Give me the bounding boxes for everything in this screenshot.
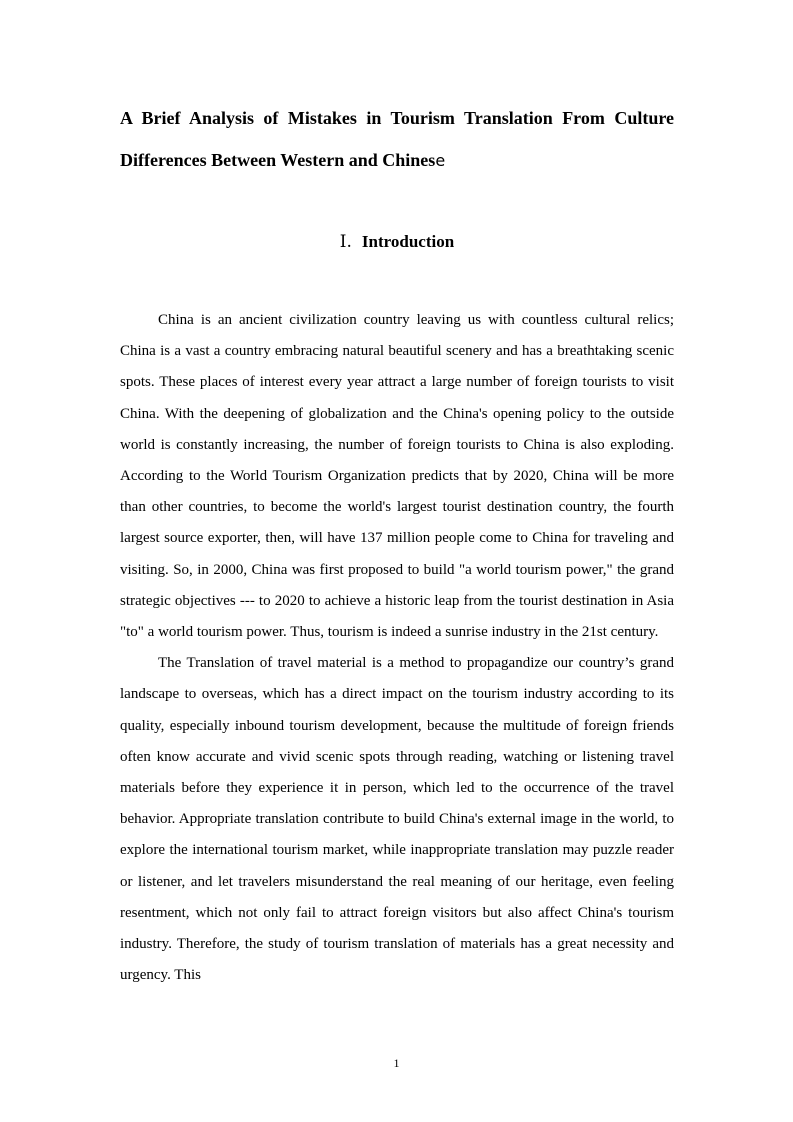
title-line-1: A Brief Analysis of Mistakes in Tourism Translation From Culture — [120, 108, 674, 128]
page-number: 1 — [393, 1056, 400, 1070]
title-line-2-tail: e — [435, 151, 446, 170]
body-text — [120, 305, 674, 991]
section-numeral: Ⅰ. — [339, 232, 352, 252]
title-line-2 — [120, 139, 674, 182]
section-heading — [120, 228, 674, 256]
document-title — [120, 97, 674, 182]
paragraph-1: China is an ancient civilization country leaving us with countless cultural relics; China is a vast a country embracing natural beautiful scenery and has a breathtaking scenic spots. These places of interest every year attract a large number of foreign tourists to visit China. With the deepening of globalization and the China's opening policy to the outside world is constantly increasing, the number of foreign tourists to China is also exploding. According to the World Tourism Organization predicts that by 2020, China will be more than other countries, to become the world's largest tourist destination country, the fourth largest source exporter, then, will have 137 million people come to China for traveling and visiting. So, in 2000, China was first proposed to build "a world tourism power," the grand strategic objectives --- to 2020 to achieve a historic leap from the tourist destination in Asia "to" a world tourism power. Thus, tourism is indeed a sunrise industry in the 21st century. — [120, 312, 674, 641]
title-line-2-main: Differences Between Western and Chines — [120, 150, 436, 170]
paragraph-2: The Translation of travel material is a method to propagandize our country’s grand landscape to overseas, which has a direct impact on the tourism industry according to its quality, especially inbound tourism development, because the multitude of foreign friends often know accurate and vivid scenic spots through reading, watching or listening travel materials before they experience it in person, which led to the occurrence of the travel behavior. Appropriate translation contribute to build China's external image in the world, to explore the international tourism market, while inappropriate translation may puzzle reader or listener, and let travelers misunderstand the real meaning of our heritage, even feeling resentment, which not only fail to attract foreign visitors but also affect China's tourism industry. Therefore, the study of tourism translation of materials has a great necessity and urgency. This — [120, 655, 674, 984]
section-title: Introduction — [361, 232, 455, 251]
